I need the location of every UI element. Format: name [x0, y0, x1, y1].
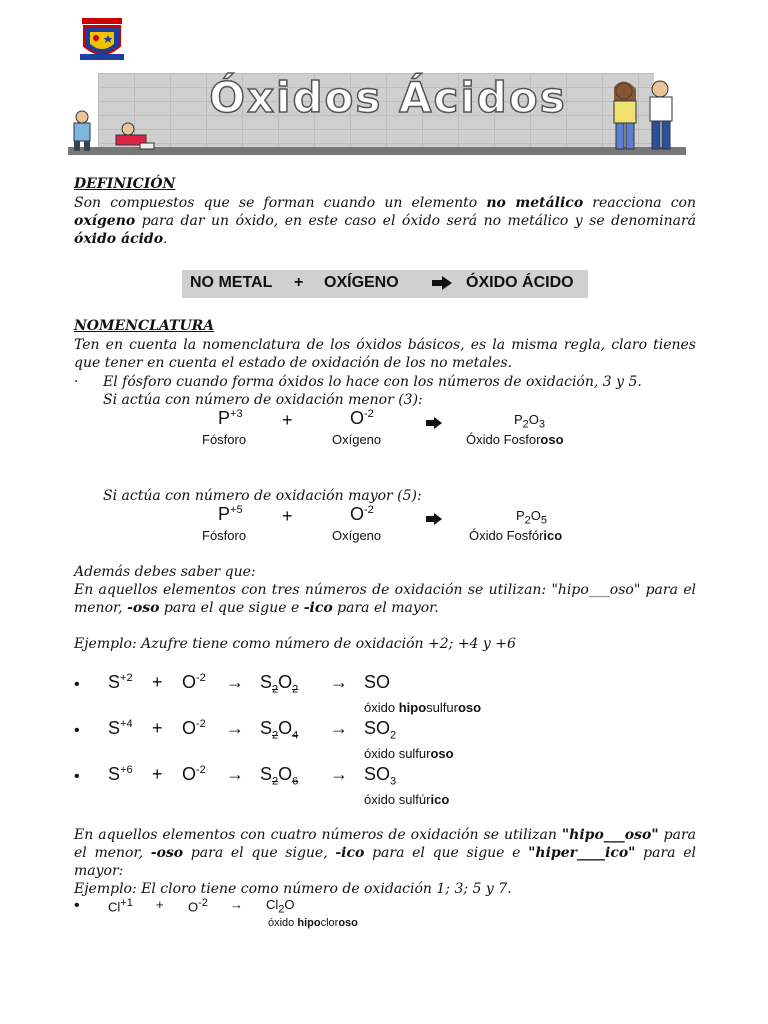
formula-oxigeno: OXÍGENO	[324, 274, 399, 291]
arrow-icon: →	[330, 764, 348, 784]
r2-product-o: O	[530, 508, 541, 523]
cuatro-bold-oso: -oso	[150, 845, 184, 861]
sulfur-2-intermediate	[260, 718, 298, 742]
sulfur-3-o-symbol: O	[182, 764, 197, 784]
ademas-paragraph	[74, 581, 696, 617]
school-logo	[76, 16, 128, 66]
sulfur-1-s-charge: +2	[120, 672, 133, 684]
definicion-bold-3: óxido ácido	[74, 231, 164, 247]
arrow-icon: →	[330, 718, 348, 738]
cuatro-text-1: En aquellos elementos con cuatro números de oxidación se utilizan	[74, 827, 562, 843]
formula-no-metal: NO METAL	[190, 274, 273, 291]
cuatro-text-4: para el que sigue e	[364, 845, 529, 861]
sulfur-3-s-symbol: S	[108, 764, 121, 784]
nomenclatura-heading: NOMENCLATURA	[74, 318, 215, 334]
r1-label-product	[466, 432, 564, 447]
sulfur-2-int-s-sub: 2	[272, 729, 279, 742]
sulfur-2-name-1: óxido sulfur	[364, 746, 431, 761]
r2-label-product	[469, 528, 562, 543]
r2-reactant-p	[218, 504, 243, 525]
r2-label-product-text: Óxido Fosfór	[469, 528, 544, 543]
sulfur-3-int-o-sub: 6	[292, 775, 299, 788]
cl-name-3: clor	[320, 917, 339, 929]
sulfur-2-int-s: S	[260, 718, 273, 738]
sulfur-3-product-formula: SO	[364, 764, 391, 784]
sulfur-2-o-symbol: O	[182, 718, 197, 738]
r2-label-oxigeno: Oxígeno	[332, 528, 382, 543]
sulfur-1-s	[108, 672, 133, 693]
cl-product-name	[268, 917, 358, 929]
r1-plus: +	[282, 410, 293, 430]
sulfur-1-name	[364, 700, 481, 715]
sulfur-3-name-1: óxido sulfúr	[364, 792, 431, 807]
r2-product-o-sub: 5	[540, 514, 548, 527]
ademas-bold-ico: -ico	[303, 600, 333, 616]
ademas-bold-oso: -oso	[127, 600, 160, 616]
bullet-icon: •	[74, 676, 80, 693]
cl-product-sub: 2	[278, 903, 285, 916]
nomenclatura-paragraph: Ten en cuenta la nomenclatura de los óxidos básicos, es la misma regla, claro tienes que tener en cuenta el estado de oxidación de los no metales.	[74, 337, 696, 371]
sulfur-3-plus: +	[152, 764, 163, 784]
r1-product-p: P	[514, 412, 523, 427]
r1-product-o-sub: 3	[538, 418, 546, 431]
sulfur-2-product-formula: SO	[364, 718, 391, 738]
arrow-icon	[432, 276, 452, 295]
cl-name-2: hipo	[297, 917, 321, 929]
arrow-icon	[426, 414, 442, 433]
cl-name-4: oso	[338, 917, 358, 929]
cuatro-text-5: para el mayor:	[74, 845, 696, 879]
r1-o-charge: -2	[364, 408, 374, 420]
r1-product-o: O	[528, 412, 539, 427]
bullet-icon: •	[74, 897, 80, 914]
r1-product-p-sub: 2	[522, 418, 529, 431]
sulfur-3-product-sub: 3	[390, 775, 397, 788]
sulfur-1-product	[364, 672, 390, 696]
sulfur-1-o-symbol: O	[182, 672, 197, 692]
sulfur-1-int-o-sub: 2	[292, 683, 299, 696]
kids-illustration-left	[68, 109, 158, 153]
bullet-icon: •	[74, 768, 80, 785]
cuatro-bold-hipo: "hipo___oso"	[561, 827, 659, 843]
sulfur-3-s-charge: +6	[120, 764, 133, 776]
sulfur-3-o	[182, 764, 206, 785]
cuatro-text-3: para el que sigue,	[183, 845, 336, 861]
sulfur-1-name-4: oso	[457, 700, 482, 715]
definicion-text-3: para dar un óxido, en este caso el óxido será no metálico y se denominará	[135, 213, 696, 229]
menor-label: Si actúa con número de oxidación menor (3):	[103, 392, 423, 408]
cl-symbol: Cl	[108, 899, 121, 915]
cuatro-bold-hiper: "hiper____ico"	[528, 845, 636, 861]
sulfur-3-int-o: O	[278, 764, 293, 784]
r1-label-fosforo: Fósforo	[202, 432, 247, 447]
cloro-example: Ejemplo: El cloro tiene como número de oxidación 1; 3; 5 y 7.	[74, 881, 512, 897]
definicion-text-1: Son compuestos que se forman cuando un elemento	[74, 195, 487, 211]
sulfur-1-name-2: hipo	[398, 700, 427, 715]
sulfur-2-s-charge: +4	[120, 718, 133, 730]
sulfur-2-name-2: oso	[430, 746, 454, 761]
sulfur-2-plus: +	[152, 718, 163, 738]
sulfur-3-product	[364, 764, 396, 788]
sulfur-2-o	[182, 718, 206, 739]
cl-product-o: O	[284, 897, 295, 912]
azufre-example: Ejemplo: Azufre tiene como número de oxidación +2; +4 y +6	[74, 636, 516, 652]
sulfur-2-s-symbol: S	[108, 718, 121, 738]
bullet-icon: •	[74, 722, 80, 739]
sulfur-1-name-3: sulfur	[426, 700, 458, 715]
cl-oxygen-symbol: O	[188, 899, 199, 915]
fosforo-bullet: El fósforo cuando forma óxidos lo hace con los números de oxidación, 3 y 5.	[103, 374, 642, 390]
arrow-icon: →	[226, 764, 244, 784]
sulfur-3-name-2: ico	[430, 792, 450, 807]
formula-oxido-acido: ÓXIDO ÁCIDO	[466, 274, 574, 291]
sulfur-3-s	[108, 764, 133, 785]
teens-illustration-right	[602, 79, 686, 153]
sulfur-3-int-s: S	[260, 764, 273, 784]
sulfur-1-name-1: óxido	[364, 700, 399, 715]
r2-product	[516, 508, 547, 527]
r1-label-product-text: Óxido Fosfor	[466, 432, 541, 447]
title-banner	[68, 73, 686, 155]
ademas-line: Además debes saber que:	[74, 564, 256, 580]
arrow-icon: →	[226, 718, 244, 738]
r1-p-charge: +3	[230, 408, 243, 420]
r1-label-product-suffix: oso	[540, 432, 564, 447]
sulfur-3-name	[364, 792, 449, 807]
definicion-heading: DEFINICIÓN	[74, 176, 176, 192]
r2-plus: +	[282, 506, 293, 526]
arrow-icon: →	[230, 897, 243, 912]
arrow-icon: →	[226, 672, 244, 692]
arrow-icon	[426, 510, 442, 529]
cuatro-bold-ico: -ico	[335, 845, 365, 861]
sulfur-3-int-s-sub: 2	[272, 775, 279, 788]
sulfur-2-product	[364, 718, 396, 742]
r2-o-symbol: O	[350, 504, 365, 524]
banner-title: Óxidos Ácidos	[209, 73, 567, 122]
r2-label-product-suffix: ico	[543, 528, 563, 543]
definicion-paragraph	[74, 194, 696, 248]
r2-product-p: P	[516, 508, 525, 523]
sulfur-1-o	[182, 672, 206, 693]
cuatro-text-2: para el menor,	[74, 827, 696, 861]
cl-oxygen-charge: -2	[198, 897, 208, 909]
sulfur-3-intermediate	[260, 764, 298, 788]
cl-product-cl: Cl	[266, 897, 279, 912]
r1-reactant-p	[218, 408, 243, 429]
sulfur-2-name	[364, 746, 454, 761]
sulfur-1-intermediate	[260, 672, 298, 696]
r1-product	[514, 412, 545, 431]
r1-o-symbol: O	[350, 408, 365, 428]
r2-o-charge: -2	[364, 504, 374, 516]
definicion-text-4: .	[163, 231, 168, 247]
cl-name-1: óxido	[268, 917, 298, 929]
sulfur-2-o-charge: -2	[196, 718, 206, 730]
ademas-text-3: para el mayor.	[332, 600, 439, 616]
definicion-bold-2: oxígeno	[74, 213, 136, 229]
definicion-bold-1: no metálico	[486, 195, 584, 211]
r1-p-symbol: P	[218, 408, 231, 428]
sulfur-1-o-charge: -2	[196, 672, 206, 684]
ademas-text-2: para el que sigue e	[159, 600, 304, 616]
arrow-icon: →	[330, 672, 348, 692]
sulfur-1-int-s: S	[260, 672, 273, 692]
sulfur-2-s	[108, 718, 133, 739]
ademas-text-1: En aquellos elementos con tres números de oxidación se utilizan: "hipo___oso" para el menor,	[74, 582, 696, 616]
cl-oxygen	[188, 897, 208, 914]
r2-p-charge: +5	[230, 504, 243, 516]
cl-plus: +	[156, 897, 164, 912]
sulfur-2-int-o: O	[278, 718, 293, 738]
cl-product	[266, 897, 295, 916]
cuatro-paragraph	[74, 826, 696, 880]
r2-label-fosforo: Fósforo	[202, 528, 247, 543]
r2-product-p-sub: 2	[524, 514, 531, 527]
cl-reactant	[108, 897, 133, 914]
sulfur-2-int-o-sub: 4	[292, 729, 299, 742]
r1-reactant-o	[350, 408, 374, 429]
r2-p-symbol: P	[218, 504, 231, 524]
banner-floor	[68, 147, 686, 155]
formula-plus: +	[294, 274, 304, 291]
general-formula-box	[182, 270, 588, 298]
mayor-label: Si actúa con número de oxidación mayor (5):	[103, 488, 422, 504]
sulfur-2-product-sub: 2	[390, 729, 397, 742]
r2-reactant-o	[350, 504, 374, 525]
sulfur-1-plus: +	[152, 672, 163, 692]
sulfur-3-o-charge: -2	[196, 764, 206, 776]
cl-charge: +1	[120, 897, 133, 909]
sulfur-1-int-o: O	[278, 672, 293, 692]
sulfur-1-int-s-sub: 2	[272, 683, 279, 696]
r1-label-oxigeno: Oxígeno	[332, 432, 382, 447]
sulfur-1-product-formula: SO	[364, 672, 391, 692]
bullet-dot: ·	[74, 374, 79, 390]
sulfur-1-s-symbol: S	[108, 672, 121, 692]
definicion-text-2: reacciona con	[583, 195, 696, 211]
